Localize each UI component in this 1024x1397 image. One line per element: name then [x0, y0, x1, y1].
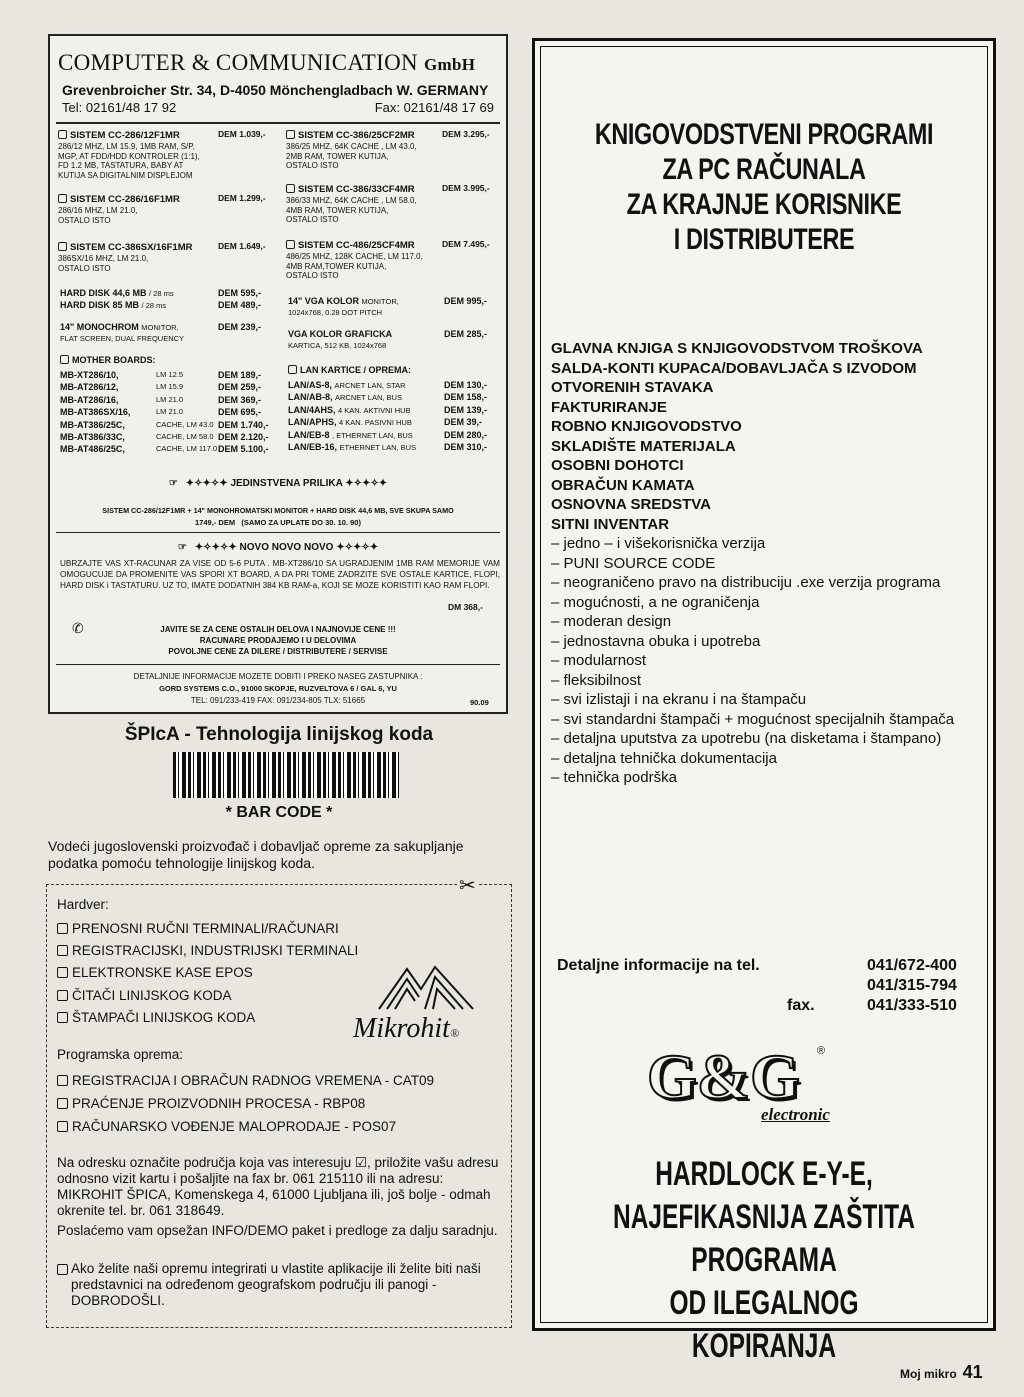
- cc-board-row: MB-AT286/12, LM 15.9 DEM 259,-: [60, 382, 262, 393]
- checkbox-icon: [286, 130, 295, 139]
- barcode-image: [173, 752, 399, 798]
- feature-item: – neograničeno pravo na distribuciju .exe verzija programa: [551, 574, 941, 591]
- hardware-item[interactable]: PRENOSNI RUČNI TERMINALI/RAČUNARI: [57, 921, 339, 936]
- cc-offer-price: 1749,- DEM (SAMO ZA UPLATE DO 30. 10. 90): [195, 518, 361, 527]
- mikrohit-coupon: [46, 875, 512, 1328]
- contact-fax: 041/333-510: [867, 997, 957, 1014]
- feature-item: – svi izlistaji i na ekranu i na štampaču: [551, 691, 807, 708]
- module-item: OTVORENIH STAVAKA: [551, 379, 714, 396]
- spica-description: Vodeći jugoslovenski proizvođač i dobavljač opreme za sakupljanje podatka pomoću tehnologije linijskog koda.: [48, 838, 464, 871]
- cc-divider: [56, 532, 500, 533]
- cc-hdd-row: HARD DISK 44,6 MB / 28 ms DEM 595,-: [60, 288, 262, 298]
- cc-lan-row: LAN/AB-8, ARCNET LAN, BUS DEM 158,-: [288, 392, 488, 403]
- module-item: SALDA-KONTI KUPACA/DOBAVLJAČA S IZVODOM: [551, 359, 917, 377]
- cc-lan-row: LAN/EB-8 , ETHERNET LAN, BUS DEM 280,-: [288, 429, 488, 440]
- feature-item: – jednostavna obuka i upotreba: [551, 632, 761, 650]
- hardware-item[interactable]: ŠTAMPAČI LINIJSKOG KODA: [57, 1010, 255, 1025]
- cc-lan-row: LAN/4AHS, 4 KAN. AKTIVNI HUB DEM 139,-: [288, 404, 488, 415]
- module-list: [551, 339, 981, 788]
- software-title: Programska oprema:: [57, 1047, 184, 1062]
- cc-lan-row: LAN/EB-16, ETHERNET LAN, BUS DEM 310,-: [288, 442, 488, 452]
- cc-advert: [48, 34, 508, 714]
- gg-logo-sub: electronic: [761, 1105, 830, 1124]
- checkbox-icon[interactable]: [57, 923, 68, 934]
- cc-board-row: MB-XT286/10, LM 12.5 DEM 189,-: [60, 370, 262, 380]
- cc-lan-row: LAN/APHS, 4 KAN. PASIVNI HUB DEM 39,-: [288, 417, 483, 428]
- checkbox-icon[interactable]: [57, 1121, 68, 1132]
- hardlock-headline: HARDLOCK E-Y-E, NAJEFIKASNIJA ZAŠTITA PROGRAMA OD ILEGALNOG KOPIRANJA: [613, 1155, 915, 1365]
- cc-new-price: DM 368,-: [448, 602, 483, 612]
- cc-monitor-desc: FLAT SCREEN, DUAL FREQUENCY: [60, 334, 185, 343]
- module-item: ROBNO KNJIGOVODSTVO: [551, 418, 742, 435]
- barcode-label: * BAR CODE *: [225, 804, 333, 821]
- checkbox-icon[interactable]: [57, 1264, 68, 1275]
- cc-board-row: MB-AT386/25C, CACHE, LM 43.0 DEM 1.740,-: [60, 419, 269, 430]
- hardware-title: Hardver:: [57, 897, 109, 912]
- checkbox-icon: [60, 355, 69, 364]
- cc-lan-title: LAN KARTICE / OPREMA:: [288, 365, 411, 375]
- feature-item: – fleksibilnost: [551, 671, 642, 689]
- software-item[interactable]: RAČUNARSKO VOĐENJE MALOPRODAJE - POS07: [57, 1119, 396, 1134]
- cc-vga-card-row: VGA KOLOR GRAFICKA DEM 285,-: [288, 329, 488, 339]
- contact-tel: 041/672-400: [867, 957, 957, 974]
- hardware-item[interactable]: ELEKTRONSKE KASE EPOS: [57, 965, 253, 980]
- checkbox-icon[interactable]: [57, 967, 68, 978]
- pointing-hand-icon: ☞: [168, 478, 178, 489]
- cc-divider: [56, 664, 500, 665]
- feature-item: – jedno – i višekorisnička verzija: [551, 535, 766, 552]
- software-item[interactable]: REGISTRACIJA I OBRAČUN RADNOG VREMENA - CAT09: [57, 1073, 434, 1088]
- cc-product: SISTEM CC-486/25CF4MR 486/25 MHZ, 128K CACHE, LM 117.0, 4MB RAM,TOWER KUTIJA, OSTALO ISTO DEM 7.495,-: [286, 239, 490, 280]
- registered-icon: ®: [817, 1045, 826, 1057]
- ad-headline: KNIGOVODSTVENI PROGRAMI ZA PC RAČUNALA ZA KRAJNJE KORISNIKE I DISTRIBUTERE: [594, 118, 934, 256]
- cc-fax: Fax: 02161/48 17 69: [374, 100, 494, 115]
- cc-tel: Tel: 02161/48 17 92: [62, 100, 177, 115]
- cc-product: SISTEM CC-386/25CF2MR 386/25 MHZ, 64K CACHE , LM 43.0, 2MB RAM, TOWER KUTIJA, OSTALO ISTO DEM 3.295,-: [286, 129, 490, 170]
- cc-divider: [56, 122, 500, 124]
- module-item: OSOBNI DOHOTCI: [551, 457, 684, 474]
- cc-product: SISTEM CC-386SX/16F1MR 386SX/16 MHZ, LM 21.0, OSTALO ISTO DEM 1.649,-: [58, 241, 266, 273]
- cc-product: SISTEM CC-286/16F1MR 286/16 MHZ, LM 21.0, OSTALO ISTO DEM 1.299,-: [58, 193, 266, 225]
- feature-item: – PUNI SOURCE CODE: [551, 554, 716, 572]
- cc-offer-line: SISTEM CC-286/12F1MR + 14" MONOHROMATSKI MONITOR + HARD DISK 44,6 MB, SVE SKUPA SAMO: [102, 506, 454, 515]
- cc-offer-title: ☞ ✦✧✦✧✦ JEDINSTVENA PRILIKA ✦✧✦✧✦: [168, 478, 388, 489]
- page-folio: Moj mikro 41: [900, 1362, 983, 1382]
- cc-info-line: GORD SYSTEMS C.O., 91000 SKOPJE, RUZVELTOVA 6 / GAL 6, YU: [159, 684, 397, 693]
- module-item: GLAVNA KNJIGA S KNJIGOVODSTVOM TROŠKOVA: [551, 340, 923, 357]
- feature-item: – detaljna tehnička dokumentacija: [551, 749, 777, 767]
- cc-info-line: TEL: 091/233-419 FAX: 091/234-805 TLX: 51665: [190, 696, 366, 705]
- mountain-logo-icon: [377, 963, 477, 1011]
- registered-icon: ®: [449, 1026, 460, 1040]
- partner-invite: Ako želite naši opremu integrirati u vlastite aplikacije ili želite biti naši predstavnici na određenom geografskom području ili panogi - DOBRODOŠLI.: [57, 1261, 505, 1309]
- module-item: OBRAČUN KAMATA: [551, 476, 695, 494]
- scissors-icon: ✂: [459, 875, 476, 897]
- feature-item: – detaljna uputstva za upotrebu (na disketama i štampano): [551, 730, 942, 747]
- feature-item: – moderan design: [551, 613, 672, 630]
- cc-vga-monitor-desc: 1024x768, 0.28 DOT PITCH: [288, 308, 383, 317]
- checkbox-icon[interactable]: [57, 990, 68, 1001]
- cc-new-title: ☞ ✦✧✦✧✦ NOVO NOVO NOVO ✦✧✦✧✦: [177, 542, 379, 553]
- feature-item: – modularnost: [551, 652, 647, 669]
- feature-item: – tehnička podrška: [551, 769, 677, 786]
- hardware-item[interactable]: REGISTRACIJSKI, INDUSTRIJSKI TERMINALI: [57, 943, 358, 958]
- checkbox-icon: [286, 240, 295, 249]
- checkbox-icon[interactable]: [57, 945, 68, 956]
- module-item: FAKTURIRANJE: [551, 398, 667, 416]
- cc-info-line: DETALJNIJE INFORMACIJE MOZETE DOBITI I PREKO NASEG ZASTUPNIKA :: [133, 672, 423, 681]
- software-item[interactable]: PRAĆENJE PROIZVODNIH PROCESA - RBP08: [57, 1096, 365, 1111]
- cc-new-text: UBRZAJTE VAS XT-RACUNAR ZA VISE OD 5-6 PUTA . MB-XT286/10 SA UGRADJENIM 1MB RAM MEMORIJE VAM OMOGUCUJE DA PROMENITE VAS SPORI XT BOARD, A DA PRI TOME ZADRZITE SVE OSTALE KARTICE, FLOPI, HARD DISK i TASTATURU. UZ TO, IMATE DODATNIH 384 KB RAM-a, KOJI SE MOZE KORISTITI KAO RAM FLOPI.: [60, 559, 500, 590]
- feature-item: – mogućnosti, a ne ograničenja: [551, 593, 760, 611]
- cc-boards-title: MOTHER BOARDS:: [60, 355, 156, 365]
- checkbox-icon[interactable]: [57, 1012, 68, 1023]
- cc-ad-code: 90.09: [470, 698, 489, 707]
- gg-logo-mark: G&G: [647, 1041, 800, 1112]
- gg-electronic-logo: [647, 1041, 887, 1137]
- cc-hdd-row: HARD DISK 85 MB / 28 ms DEM 489,-: [60, 300, 262, 310]
- cc-board-row: MB-AT286/16, LM 21.0 DEM 369,-: [60, 394, 262, 405]
- cc-vga-card-desc: KARTICA, 512 KB, 1024x768: [288, 341, 387, 350]
- checkbox-icon: [286, 184, 295, 193]
- checkbox-icon[interactable]: [57, 1098, 68, 1109]
- cc-call-line: JAVITE SE ZA CENE OSTALIH DELOVA I NAJNOVIJE CENE !!!: [160, 625, 396, 634]
- cc-board-row: MB-AT386SX/16, LM 21.0 DEM 695,-: [60, 407, 262, 418]
- order-instructions: Na odresku označite područja koja vas interesuju ☑, priložite vašu adresu odnosno vizit kartu i pošaljite na fax br. 061 215110 ili na adresu: MIKROHIT ŠPICA, Komenskega 4, 61000 Ljubljana ili, još bolje - odmah okrenite tel. br. 061 318649.: [57, 1155, 499, 1218]
- phone-icon: ✆: [72, 620, 84, 636]
- cc-lan-row: LAN/AS-8, ARCNET LAN, STAR DEM 130,-: [288, 380, 488, 390]
- info-offer: Poslaćemo vam opsežan INFO/DEMO paket i predloge za dalju saradnju.: [57, 1223, 498, 1238]
- mikrohit-logo: Mikrohit®: [353, 1013, 460, 1044]
- cc-company-name: COMPUTER & COMMUNICATION GmbH: [58, 50, 476, 75]
- module-item: OSNOVNA SREDSTVA: [551, 496, 712, 513]
- cc-board-row: MB-AT486/25C, CACHE, LM 117.0 DEM 5.100,-: [60, 444, 269, 455]
- cc-board-row: MB-AT386/33C, CACHE, LM 58.0 DEM 2.120,-: [60, 432, 269, 442]
- module-item: SKLADIŠTE MATERIJALA: [551, 437, 736, 455]
- contact-fax-label: fax.: [787, 997, 815, 1014]
- cc-address: Grevenbroicher Str. 34, D-4050 Mönchengladbach W. GERMANY: [62, 82, 489, 98]
- checkbox-icon: [288, 365, 297, 374]
- cc-call-line: RACUNARE PRODAJEMO I U DELOVIMA: [199, 636, 357, 645]
- hardware-item[interactable]: ČITAČI LINIJSKOG KODA: [57, 988, 232, 1003]
- accounting-advert: [532, 38, 996, 1365]
- cc-monitor-row: 14" MONOCHROM MONITOR, DEM 239,-: [60, 322, 262, 332]
- checkbox-icon: [58, 194, 67, 203]
- cc-product: SISTEM CC-386/33CF4MR 386/33 MHZ, 64K CACHE , LM 58.0, 4MB RAM, TOWER KUTIJA, OSTALO ISTO DEM 3.995,-: [286, 183, 490, 224]
- cc-product: SISTEM CC-286/12F1MR 286/12 MHZ, LM 15.9, 1MB RAM, S/P, MGP, AT FDD/HDD KONTROLER (1:1), FD 1.2 MB, TASTATURA, BABY AT KUTIJA SA DIGITALNIM DISPLEJOM DEM 1.039,-: [58, 129, 266, 180]
- spica-title: ŠPIcA - Tehnologija linijskog koda: [124, 724, 434, 745]
- cc-call-line: POVOLJNE CENE ZA DILERE / DISTRIBUTERE / SERVISE: [168, 647, 388, 656]
- contact-label: Detaljne informacije na tel.: [557, 957, 760, 974]
- checkbox-icon[interactable]: [57, 1075, 68, 1086]
- feature-item: – svi standardni štampači + mogućnost specijalnih štampača: [551, 710, 955, 728]
- contact-tel: 041/315-794: [867, 977, 957, 994]
- cc-vga-monitor-row: 14" VGA KOLOR MONITOR, DEM 995,-: [288, 296, 488, 306]
- checkbox-icon: [58, 130, 67, 139]
- module-item: SITNI INVENTAR: [551, 515, 670, 533]
- checkbox-icon: [58, 242, 67, 251]
- pointing-hand-icon: ☞: [177, 542, 187, 553]
